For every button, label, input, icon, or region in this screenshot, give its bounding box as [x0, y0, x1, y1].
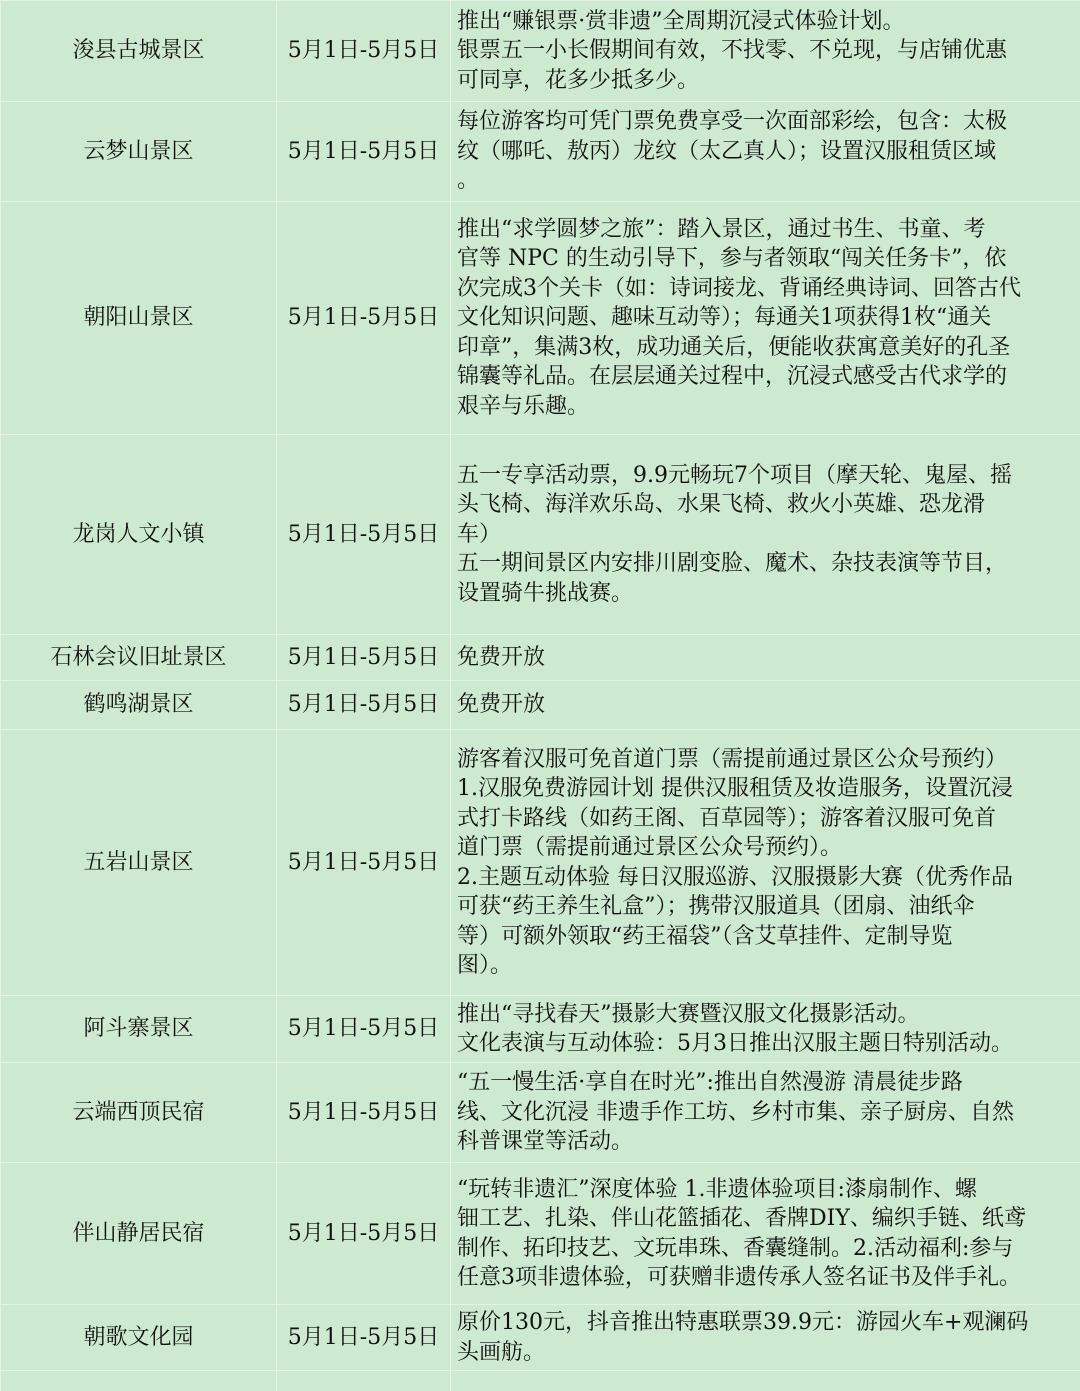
- date-range-cell: 5月1日-5月5日: [277, 202, 451, 435]
- table-row: [1, 1063, 1080, 1163]
- description-line: 纹（哪吒、敖丙）龙纹（太乙真人）；设置汉服租赁区域: [457, 137, 1074, 167]
- empty-cell: [277, 1371, 451, 1391]
- table-row: [1, 102, 1080, 202]
- table-row: [1, 635, 1080, 681]
- activity-table-body: [1, 1, 1080, 1391]
- description-line: 等）可额外领取“药王福袋”（含艾草挂件、定制导览: [457, 922, 1074, 952]
- date-range-cell: 5月1日-5月5日: [277, 996, 451, 1063]
- venue-name-cell: 阿斗寨景区: [1, 996, 277, 1063]
- description-line: 线、文化沉浸 非遗手作工坊、乡村市集、亲子厨房、自然: [457, 1098, 1074, 1128]
- description-line: 可同享，花多少抵多少。: [457, 66, 1074, 96]
- description-line: 银票五一小长假期间有效，不找零、不兑现，与店铺优惠: [457, 36, 1074, 66]
- description-line: 每位游客均可凭门票免费享受一次面部彩绘，包含：太极: [457, 107, 1074, 137]
- description-line: 道门票（需提前通过景区公众号预约）。: [457, 833, 1074, 863]
- empty-cell: [1, 1371, 277, 1391]
- table-row: [1, 681, 1080, 730]
- description-line: 任意3项非遗体验，可获赠非遗传承人签名证书及伴手礼。: [457, 1263, 1074, 1293]
- date-range-cell: 5月1日-5月5日: [277, 102, 451, 202]
- description-line: 印章”，集满3枚，成功通关后，便能收获寓意美好的孔圣: [457, 333, 1074, 363]
- date-range-cell: 5月1日-5月5日: [277, 730, 451, 996]
- date-range-cell: 5月1日-5月5日: [277, 435, 451, 635]
- activity-description-cell: [451, 1, 1080, 102]
- table-row: [1, 996, 1080, 1063]
- description-line: “玩转非遗汇”深度体验 1.非遗体验项目:漆扇制作、螺: [457, 1175, 1074, 1205]
- description-line: 车）: [457, 520, 1074, 550]
- venue-name-cell: 鹤鸣湖景区: [1, 681, 277, 730]
- description-line: 五一期间景区内安排川剧变脸、魔术、杂技表演等节目，: [457, 549, 1074, 579]
- description-line: 次完成3个关卡（如：诗词接龙、背诵经典诗词、回答古代: [457, 274, 1074, 304]
- description-line: 推出“赚银票·赏非遗”全周期沉浸式体验计划。: [457, 7, 1074, 37]
- description-line: 五一专享活动票，9.9元畅玩7个项目（摩天轮、鬼屋、摇: [457, 461, 1074, 491]
- description-line: 头飞椅、海洋欢乐岛、水果飞椅、救火小英雄、恐龙滑: [457, 490, 1074, 520]
- description-line: 制作、拓印技艺、文玩串珠、香囊缝制。2.活动福利:参与: [457, 1234, 1074, 1264]
- description-line: 免费开放: [457, 690, 1074, 720]
- venue-name-cell: 朝阳山景区: [1, 202, 277, 435]
- date-range-cell: 5月1日-5月5日: [277, 1063, 451, 1163]
- description-line: 设置骑牛挑战赛。: [457, 579, 1074, 609]
- description-line: 文化知识问题、趣味互动等）；每通关1项获得1枚“通关: [457, 303, 1074, 333]
- activity-description-cell: [451, 730, 1080, 996]
- venue-name-cell: 五岩山景区: [1, 730, 277, 996]
- activity-description-cell: [451, 635, 1080, 681]
- date-range-cell: 5月1日-5月5日: [277, 1, 451, 102]
- description-line: 科普课堂等活动。: [457, 1127, 1074, 1157]
- date-range-cell: 5月1日-5月5日: [277, 1163, 451, 1305]
- description-line: 1.汉服免费游园计划 提供汉服租赁及妆造服务，设置沉浸: [457, 774, 1074, 804]
- description-line: 推出“寻找春天”摄影大赛暨汉服文化摄影活动。: [457, 1000, 1074, 1030]
- activity-description-cell: [451, 996, 1080, 1063]
- empty-cell: [451, 1371, 1080, 1391]
- venue-name-cell: 朝歌文化园: [1, 1305, 277, 1371]
- description-line: 文化表演与互动体验：5月3日推出汉服主题日特别活动。: [457, 1029, 1074, 1059]
- description-line: 推出“求学圆梦之旅”：踏入景区，通过书生、书童、考: [457, 215, 1074, 245]
- table-row: [1, 1, 1080, 102]
- venue-name-cell: 伴山静居民宿: [1, 1163, 277, 1305]
- activity-description-cell: [451, 1163, 1080, 1305]
- description-line: 免费开放: [457, 643, 1074, 673]
- description-line: 官等 NPC 的生动引导下，参与者领取“闯关任务卡”，依: [457, 244, 1074, 274]
- date-range-cell: 5月1日-5月5日: [277, 1305, 451, 1371]
- description-line: 锦囊等礼品。在层层通关过程中，沉浸式感受古代求学的: [457, 362, 1074, 392]
- description-line: 式打卡路线（如药王阁、百草园等）；游客着汉服可免首: [457, 804, 1074, 834]
- description-line: 2.主题互动体验 每日汉服巡游、汉服摄影大赛（优秀作品: [457, 863, 1074, 893]
- description-line: 钿工艺、扎染、伴山花篮插花、香牌DIY、编织手链、纸鸢: [457, 1204, 1074, 1234]
- activity-description-cell: [451, 1063, 1080, 1163]
- venue-name-cell: 云端西顶民宿: [1, 1063, 277, 1163]
- activity-description-cell: [451, 435, 1080, 635]
- description-line: 头画舫。: [457, 1338, 1074, 1368]
- description-line: 原价130元，抖音推出特惠联票39.9元：游园火车+观澜码: [457, 1308, 1074, 1338]
- activity-description-cell: [451, 102, 1080, 202]
- venue-name-cell: 云梦山景区: [1, 102, 277, 202]
- table-row: [1, 435, 1080, 635]
- venue-name-cell: 石林会议旧址景区: [1, 635, 277, 681]
- date-range-cell: 5月1日-5月5日: [277, 635, 451, 681]
- venue-name-cell: 龙岗人文小镇: [1, 435, 277, 635]
- table-row: [1, 1163, 1080, 1305]
- description-line: 。: [457, 166, 1074, 196]
- activity-description-cell: [451, 1305, 1080, 1371]
- table-row: [1, 730, 1080, 996]
- description-line: “五一慢生活·享自在时光”:推出自然漫游 清晨徒步路: [457, 1068, 1074, 1098]
- table-row: [1, 1305, 1080, 1371]
- table-row-partial: [1, 1371, 1080, 1391]
- venue-name-cell: 浚县古城景区: [1, 1, 277, 102]
- description-line: 游客着汉服可免首道门票（需提前通过景区公众号预约）: [457, 745, 1074, 775]
- date-range-cell: 5月1日-5月5日: [277, 681, 451, 730]
- activity-description-cell: [451, 681, 1080, 730]
- description-line: 可获“药王养生礼盒”）；携带汉服道具（团扇、油纸伞: [457, 892, 1074, 922]
- description-line: 图）。: [457, 951, 1074, 981]
- activity-description-cell: [451, 202, 1080, 435]
- table-row: [1, 202, 1080, 435]
- description-line: 艰辛与乐趣。: [457, 392, 1074, 422]
